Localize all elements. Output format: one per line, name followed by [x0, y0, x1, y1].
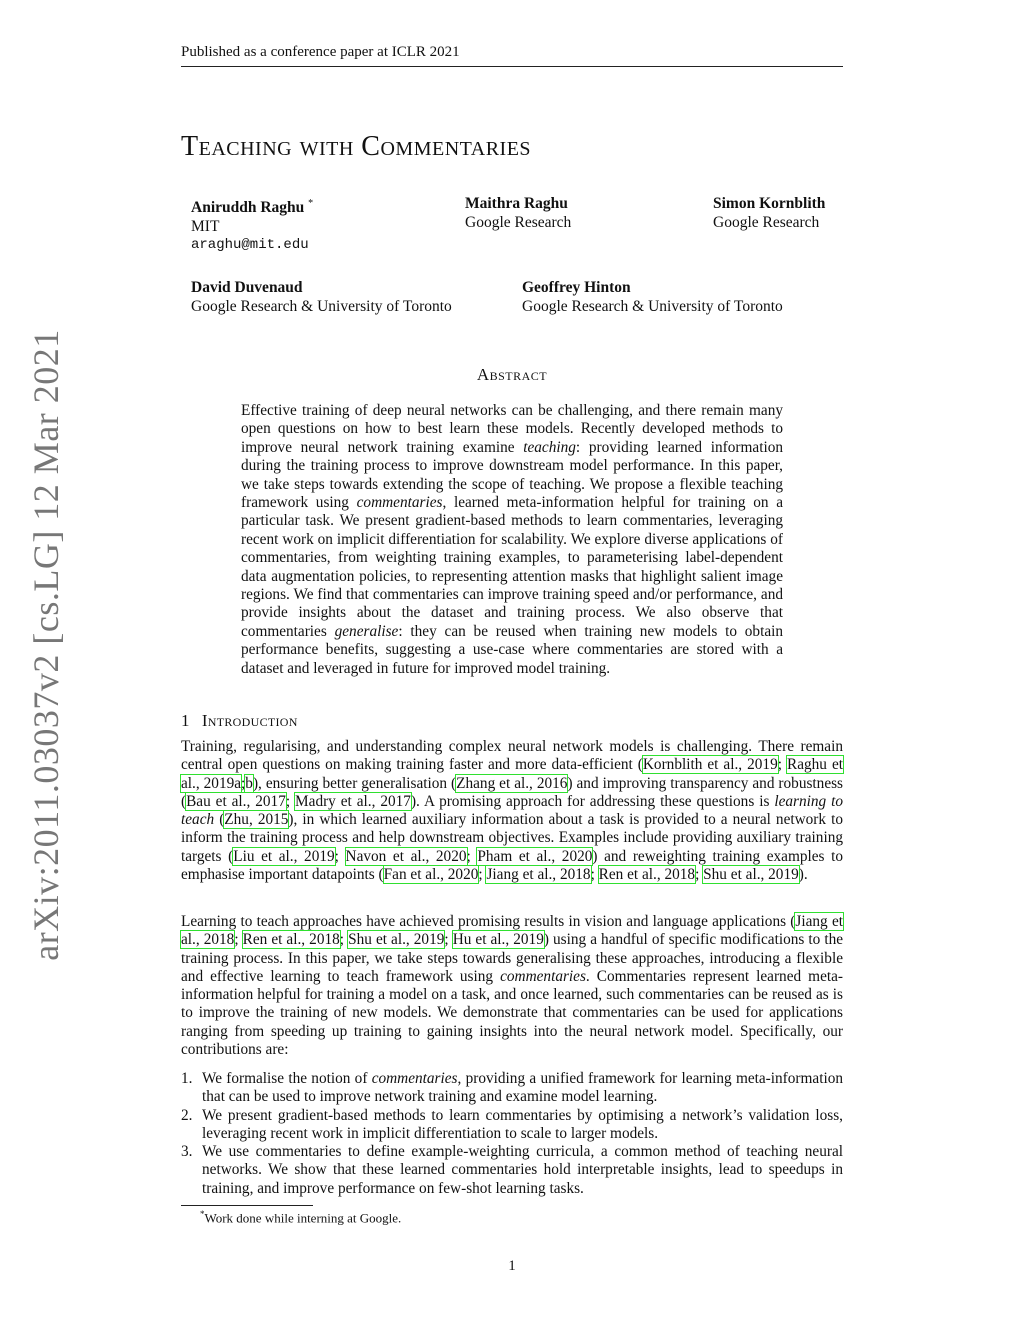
footnote-rule — [181, 1205, 313, 1206]
author-affiliation: Google Research & University of Toronto — [522, 298, 783, 315]
running-head: Published as a conference paper at ICLR 2021 — [181, 44, 460, 60]
contributions-list — [181, 1070, 843, 1198]
emphasis: learning to teach — [181, 792, 844, 829]
citation-link[interactable]: Pham et al., 2020 — [477, 847, 593, 865]
citation-link[interactable]: Zhang et al., 2016 — [456, 774, 568, 792]
footnote: *Work done while interning at Google. — [200, 1209, 402, 1226]
emphasis: commentaries — [371, 1070, 458, 1087]
author-block — [465, 194, 571, 232]
section-heading — [181, 711, 298, 731]
emphasis: teaching — [523, 438, 576, 456]
section-number: 1 — [181, 711, 190, 730]
intro-paragraph-2: Learning to teach approaches have achieved promising results in vision and language applications (Jiang et al., 2018; Ren et al., 2018; Shu et al., 2019; Hu et al., 2019) using a handful of specific modifications to the training process. In this paper, we take steps towards generalising these approaches, introducing a flexible and effective learning to teach framework using commentaries. Commentaries represent learned meta-information helpful for training a model on a task, and once learned, such commentaries can be reused as is to improve the training of new models. We demonstrate that commentaries can be used for applications ranging from speeding up training to gaining insights into the neural network model. Specifically, our contributions are: — [181, 913, 844, 1059]
page-number: 1 — [508, 1258, 516, 1274]
list-item: 2. We present gradient-based methods to learn commentaries by optimising a network’s validation loss, leveraging recent work in implicit differentiation to scale to larger models. — [181, 1106, 843, 1142]
citation-link[interactable]: Madry et al., 2017 — [295, 792, 411, 810]
citation-link[interactable]: Fan et al., 2020 — [383, 866, 479, 884]
citation-link[interactable]: Jiang et al., 2018 — [181, 913, 843, 949]
author-name: Simon Kornblith — [713, 195, 826, 212]
list-item: 3. We use commentaries to define example-weighting curricula, a common method of teaching neural networks. We show that these learned commentaries hold interpretable insights, lead to speedups in training, and improve performance on few-shot learning tasks. — [181, 1143, 843, 1197]
author-block — [713, 194, 825, 232]
author-affiliation: Google Research — [465, 214, 572, 231]
author-name: Aniruddh Raghu — [191, 199, 305, 217]
author-affiliation: MIT — [191, 218, 220, 236]
emphasis: commentaries — [500, 967, 586, 985]
author-affiliation: Google Research — [713, 214, 820, 231]
intro-paragraph-1: Training, regularising, and understanding complex neural network models is challenging. There remain central open questions on making training faster and more data-efficient (Kornblith et al., 2019; Raghu et al., 2019a;b), ensuring better generalisation (Zhang et al., 2016) and improving transparency and robustness (Bau et al., 2017; Madry et al., 2017). A promising approach for addressing these questions is learning to teach (Zhu, 2015), in which learned auxiliary information about a task is provided to a neural network to inform the training process and help downstream objectives. Examples include providing auxiliary training targets (Liu et al., 2019; Navon et al., 2020; Pham et al., 2020) and reweighting training examples to emphasise important datapoints (Fan et al., 2020; Jiang et al., 2018; Ren et al., 2018; Shu et al., 2019). — [181, 738, 844, 884]
emphasis: generalise — [334, 622, 399, 640]
author-block — [522, 278, 783, 316]
emphasis: commentaries — [356, 494, 443, 512]
citation-link[interactable]: Ren et al., 2018 — [242, 931, 340, 949]
author-footnote-mark: * — [308, 198, 314, 209]
abstract-heading: Abstract — [476, 365, 548, 384]
citation-link[interactable]: Shu et al., 2019 — [703, 866, 799, 884]
citation-link[interactable]: Zhu, 2015 — [224, 811, 289, 829]
arxiv-stamp: arXiv:2011.03037v2 [cs.LG] 12 Mar 2021 — [26, 329, 66, 961]
citation-link[interactable]: Navon et al., 2020 — [345, 847, 467, 865]
section-title: Introduction — [201, 711, 298, 730]
citation-link[interactable]: b — [245, 774, 253, 792]
abstract-text: Effective training of deep neural networks can be challenging, and there remain many open questions on how to best learn these models. Recently developed methods to improve neural network training examine teaching: providing learned information during the training process to improve downstream model performance. In this paper, we take steps towards extending the scope of teaching. We propose a flexible teaching framework using commentaries, learned meta-information helpful for training on a particular task. We present gradient-based methods to learn commentaries, leveraging recent work on implicit differentiation for scalability. We explore diverse applications of commentaries, from weighting training examples, to parameterising label-dependent data augmentation policies, to representing attention masks that highlight salient image regions. We find that commentaries can improve training speed and/or performance, and provide insights about the dataset and training process. We also observe that commentaries generalise: they can be reused when training new models to obtain performance benefits, suggesting a use-case where commentaries are stored with a dataset and leveraged in future for improved model training. — [241, 402, 784, 677]
author-affiliation: Google Research & University of Toronto — [191, 298, 452, 315]
citation-link[interactable]: Shu et al., 2019 — [348, 931, 445, 949]
author-name: David Duvenaud — [191, 279, 303, 296]
citation-link[interactable]: Hu et al., 2019 — [452, 931, 544, 949]
author-block — [191, 278, 452, 316]
citation-link[interactable]: Jiang et al., 2018 — [486, 866, 591, 884]
citation-link[interactable]: Raghu et al., 2019a — [181, 756, 843, 792]
author-email: araghu@mit.edu — [191, 237, 309, 254]
header-rule — [181, 66, 843, 67]
author-name: Geoffrey Hinton — [522, 279, 631, 296]
citation-link[interactable]: Bau et al., 2017 — [186, 792, 286, 810]
paper-title: Teaching with Commentaries — [181, 131, 532, 162]
citation-link[interactable]: Liu et al., 2019 — [233, 847, 335, 865]
list-item: 1. We formalise the notion of commentaries, providing a unified framework for learning meta-information that can be used to improve network training and examine model learning. — [181, 1070, 843, 1106]
citation-link[interactable]: Ren et al., 2018 — [598, 866, 696, 884]
author-name: Maithra Raghu — [465, 195, 568, 212]
author-block — [191, 194, 313, 255]
citation-link[interactable]: Kornblith et al., 2019 — [642, 756, 778, 774]
